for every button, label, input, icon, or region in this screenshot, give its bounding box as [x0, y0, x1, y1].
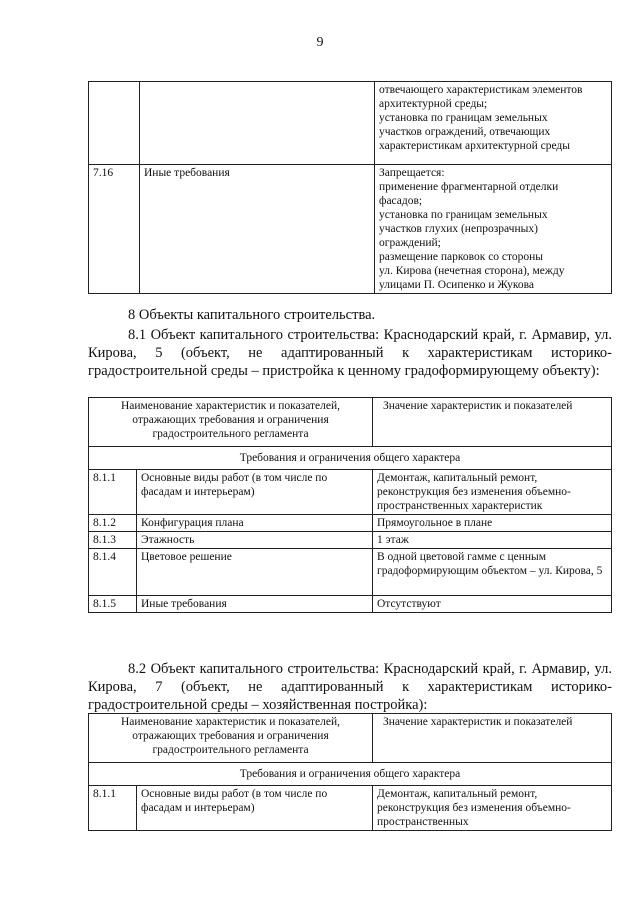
row-name: Иные требования: [137, 596, 373, 613]
header-name: Наименование характеристик и показателей, отражающих требования и ограничения градостроительного регламента: [89, 398, 373, 447]
table-header-row: [89, 398, 612, 447]
table-row: [89, 82, 612, 165]
row-number: 8.1.5: [89, 596, 137, 613]
row-number: 8.1.1: [89, 786, 137, 831]
row-value: Отсутствуют: [373, 596, 612, 613]
row-name: Основные виды работ (в том числе по фасадам и интерьерам): [137, 470, 373, 515]
value-line: установка по границам земельных: [379, 112, 548, 124]
row-number: 8.1.3: [89, 532, 137, 549]
section-title: 8 Объекты капитального строительства.: [128, 307, 376, 323]
row-name: Конфигурация плана: [137, 515, 373, 532]
value-line: применение фрагментарной отделки: [379, 181, 559, 193]
table-section-row: [89, 447, 612, 470]
value-line: архитектурной среды;: [379, 98, 488, 110]
object-1-description: 8.1 Объект капитального строительства: Краснодарский край, г. Армавир, ул. Кирова, 5 (объект, не адаптированный к характеристикам историко-градостроительной среды – пристройка к ценному градоформирующему объекту):: [88, 327, 612, 379]
value-line: участков ограждений, отвечающих: [379, 126, 551, 138]
table-row: [89, 515, 612, 532]
row-name: Иные требования: [140, 165, 375, 294]
value-line: характеристикам архитектурной среды: [379, 140, 570, 152]
row-value: Прямоугольное в плане: [373, 515, 612, 532]
value-line: улицами П. Осипенко и Жукова: [379, 279, 535, 291]
value-line: фасадов;: [379, 195, 423, 207]
object-2-table: [88, 713, 612, 831]
row-number: 7.16: [89, 165, 140, 294]
row-number: 8.1.2: [89, 515, 137, 532]
table-row: [89, 549, 612, 596]
value-line: отвечающего характеристикам элементов: [379, 84, 583, 96]
page-number: 9: [316, 35, 324, 50]
value-line: ограждений;: [379, 237, 441, 249]
row-value: [375, 82, 612, 165]
value-line: установка по границам земельных: [379, 209, 548, 221]
table-header-row: [89, 714, 612, 763]
section-general: Требования и ограничения общего характера: [89, 763, 612, 786]
table-row: [89, 470, 612, 515]
section-general: Требования и ограничения общего характера: [89, 447, 612, 470]
table-section-row: [89, 763, 612, 786]
row-name: [140, 82, 375, 165]
row-value: 1 этаж: [373, 532, 612, 549]
table-row: [89, 532, 612, 549]
header-value: Значение характеристик и показателей: [373, 398, 612, 447]
object-2-description: 8.2 Объект капитального строительства: Краснодарский край, г. Армавир, ул. Кирова, 7 (объект, не адаптированный к характеристикам историко-градостроительной среды – хозяйственная постройка):: [88, 661, 612, 713]
row-number: 8.1.4: [89, 549, 137, 596]
row-name: Этажность: [137, 532, 373, 549]
row-name: Основные виды работ (в том числе по фасадам и интерьерам): [137, 786, 373, 831]
row-number: 8.1.1: [89, 470, 137, 515]
value-line: размещение парковок со стороны: [379, 251, 544, 263]
value-line: участков глухих (непрозрачных): [379, 223, 538, 235]
table-row: [89, 786, 612, 831]
header-name: Наименование характеристик и показателей, отражающих требования и ограничения градостроительного регламента: [89, 714, 373, 763]
header-value: Значение характеристик и показателей: [373, 714, 612, 763]
row-value: Демонтаж, капитальный ремонт, реконструкция без изменения объемно-пространственных: [373, 786, 612, 831]
table-row: [89, 165, 612, 294]
table-row: [89, 596, 612, 613]
row-value: [375, 165, 612, 294]
value-line: Запрещается:: [379, 167, 445, 179]
row-value: Демонтаж, капитальный ремонт, реконструкция без изменения объемно-пространственных характеристик: [373, 470, 612, 515]
value-line: ул. Кирова (нечетная сторона), между: [379, 265, 565, 277]
row-name: Цветовое решение: [137, 549, 373, 596]
object-1-table: [88, 397, 612, 613]
row-number: [89, 82, 140, 165]
continuation-table: [88, 81, 612, 294]
row-value: В одной цветовой гамме с ценным градоформирующим объектом – ул. Кирова, 5: [373, 549, 612, 596]
